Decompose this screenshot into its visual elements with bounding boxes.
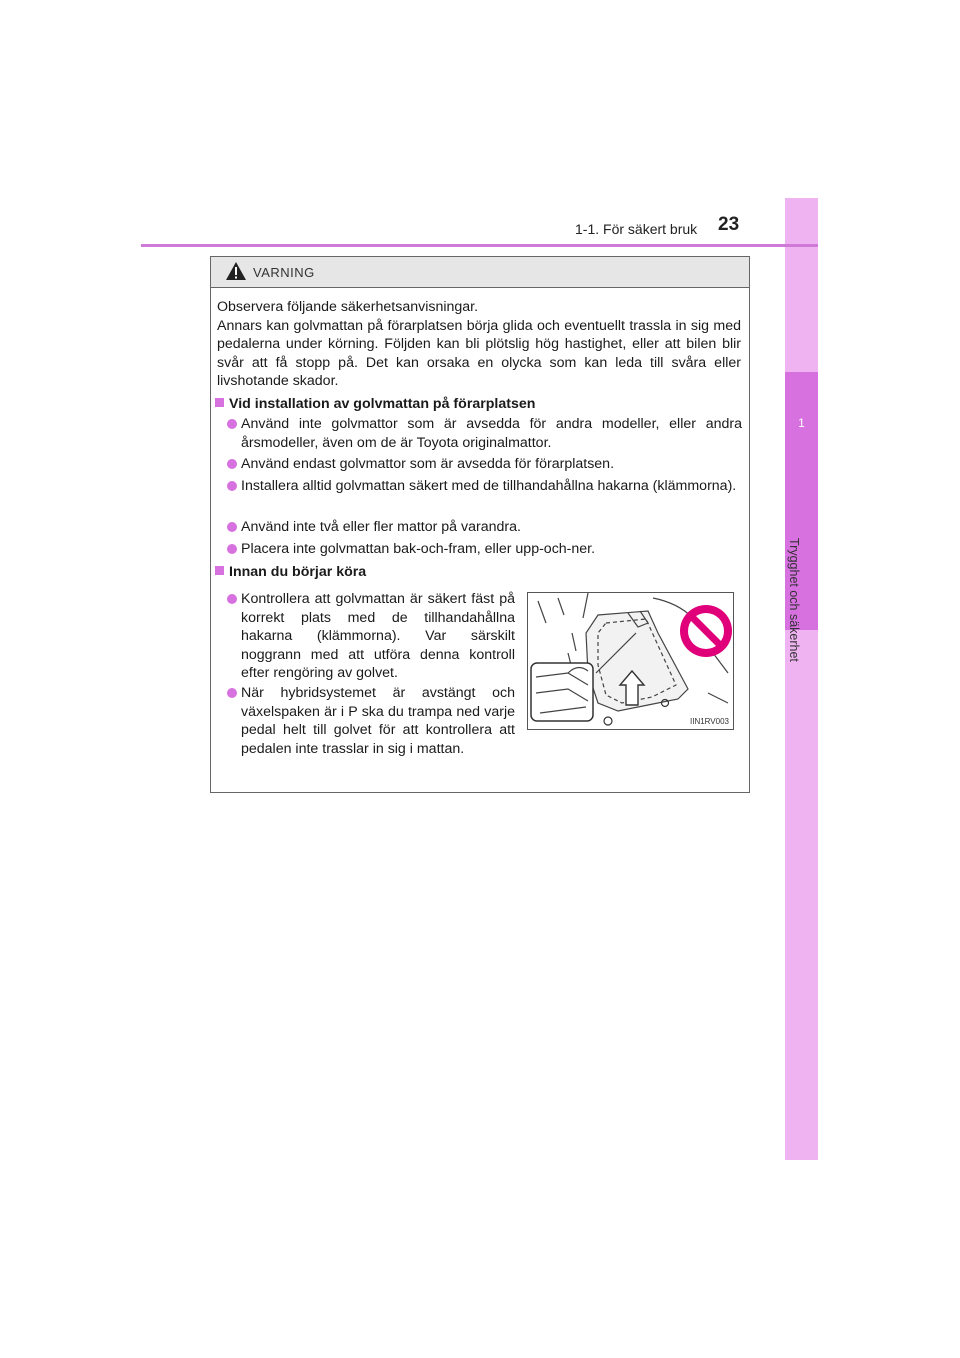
list-item [241, 684, 515, 758]
section-title: 1-1. För säkert bruk [575, 221, 698, 237]
round-bullet-icon [227, 481, 237, 491]
list-item [241, 590, 515, 683]
round-bullet-icon [227, 688, 237, 698]
list-item-text: När hybridsystemet är avstängt och växelspaken är i P ska du trampa ned varje pedal helt till golvet för att kontrollera att pedalen inte trasslar in sig i mattan. [241, 685, 515, 757]
round-bullet-icon [227, 544, 237, 554]
header-divider [141, 244, 818, 247]
chapter-side-tab [785, 198, 818, 1160]
section-heading-installation [215, 395, 535, 413]
square-bullet-icon [215, 566, 224, 575]
list-item-text: Kontrollera att golvmattan är säkert fäst på korrekt plats med de tillhandahållna hakarna (klämmorna). Var särskilt noggrann med att utföra denna kontroll efter rengöring av golvet. [241, 591, 515, 681]
list-item-text: Använd endast golvmattor som är avsedda för förarplatsen. [241, 456, 615, 472]
list-item [241, 455, 742, 474]
list-item [241, 415, 742, 452]
section-heading-text: Vid installation av golvmattan på förarplatsen [229, 396, 536, 412]
list-item-text: Använd inte två eller fler mattor på varandra. [241, 519, 521, 535]
section-heading-before-driving [215, 563, 366, 581]
floor-mat-illustration [527, 592, 734, 730]
warning-intro-line1: Observera följande säkerhetsanvisningar. [217, 299, 479, 315]
round-bullet-icon [227, 419, 237, 429]
warning-label: VARNING [253, 265, 315, 280]
list-item [241, 477, 742, 496]
warning-box [210, 256, 750, 793]
round-bullet-icon [227, 594, 237, 604]
round-bullet-icon [227, 459, 237, 469]
warning-intro [217, 298, 741, 391]
list-item [241, 540, 742, 559]
figure-code: IIN1RV003 [690, 717, 729, 726]
warning-triangle-icon [225, 261, 247, 281]
warning-header [211, 257, 749, 288]
chapter-title: Trygghet och säkerhet [787, 538, 801, 662]
list-item-text: Använd inte golvmattor som är avsedda för andra modeller, eller andra årsmodeller, även om de är Toyota originalmattor. [241, 416, 742, 451]
warning-intro-text: Annars kan golvmattan på förarplatsen börja glida och eventuellt trassla in sig med pedalerna under körning. Följden kan bli plötslig hög hastighet, eller att bilen blir svår att få stopp på. Det kan orsaka en olycka som kan leda till svåra eller livshotande skador. [217, 317, 741, 389]
round-bullet-icon [227, 522, 237, 532]
chapter-number: 1 [798, 416, 805, 430]
list-item [241, 518, 742, 537]
section-heading-text: Innan du börjar köra [229, 564, 367, 580]
square-bullet-icon [215, 398, 224, 407]
page-number: 23 [718, 214, 740, 235]
list-item-text: Installera alltid golvmattan säkert med de tillhandahållna hakarna (klämmorna). [241, 478, 737, 494]
list-item-text: Placera inte golvmattan bak-och-fram, eller upp-och-ner. [241, 541, 596, 557]
floor-mat-drawing [528, 593, 733, 729]
